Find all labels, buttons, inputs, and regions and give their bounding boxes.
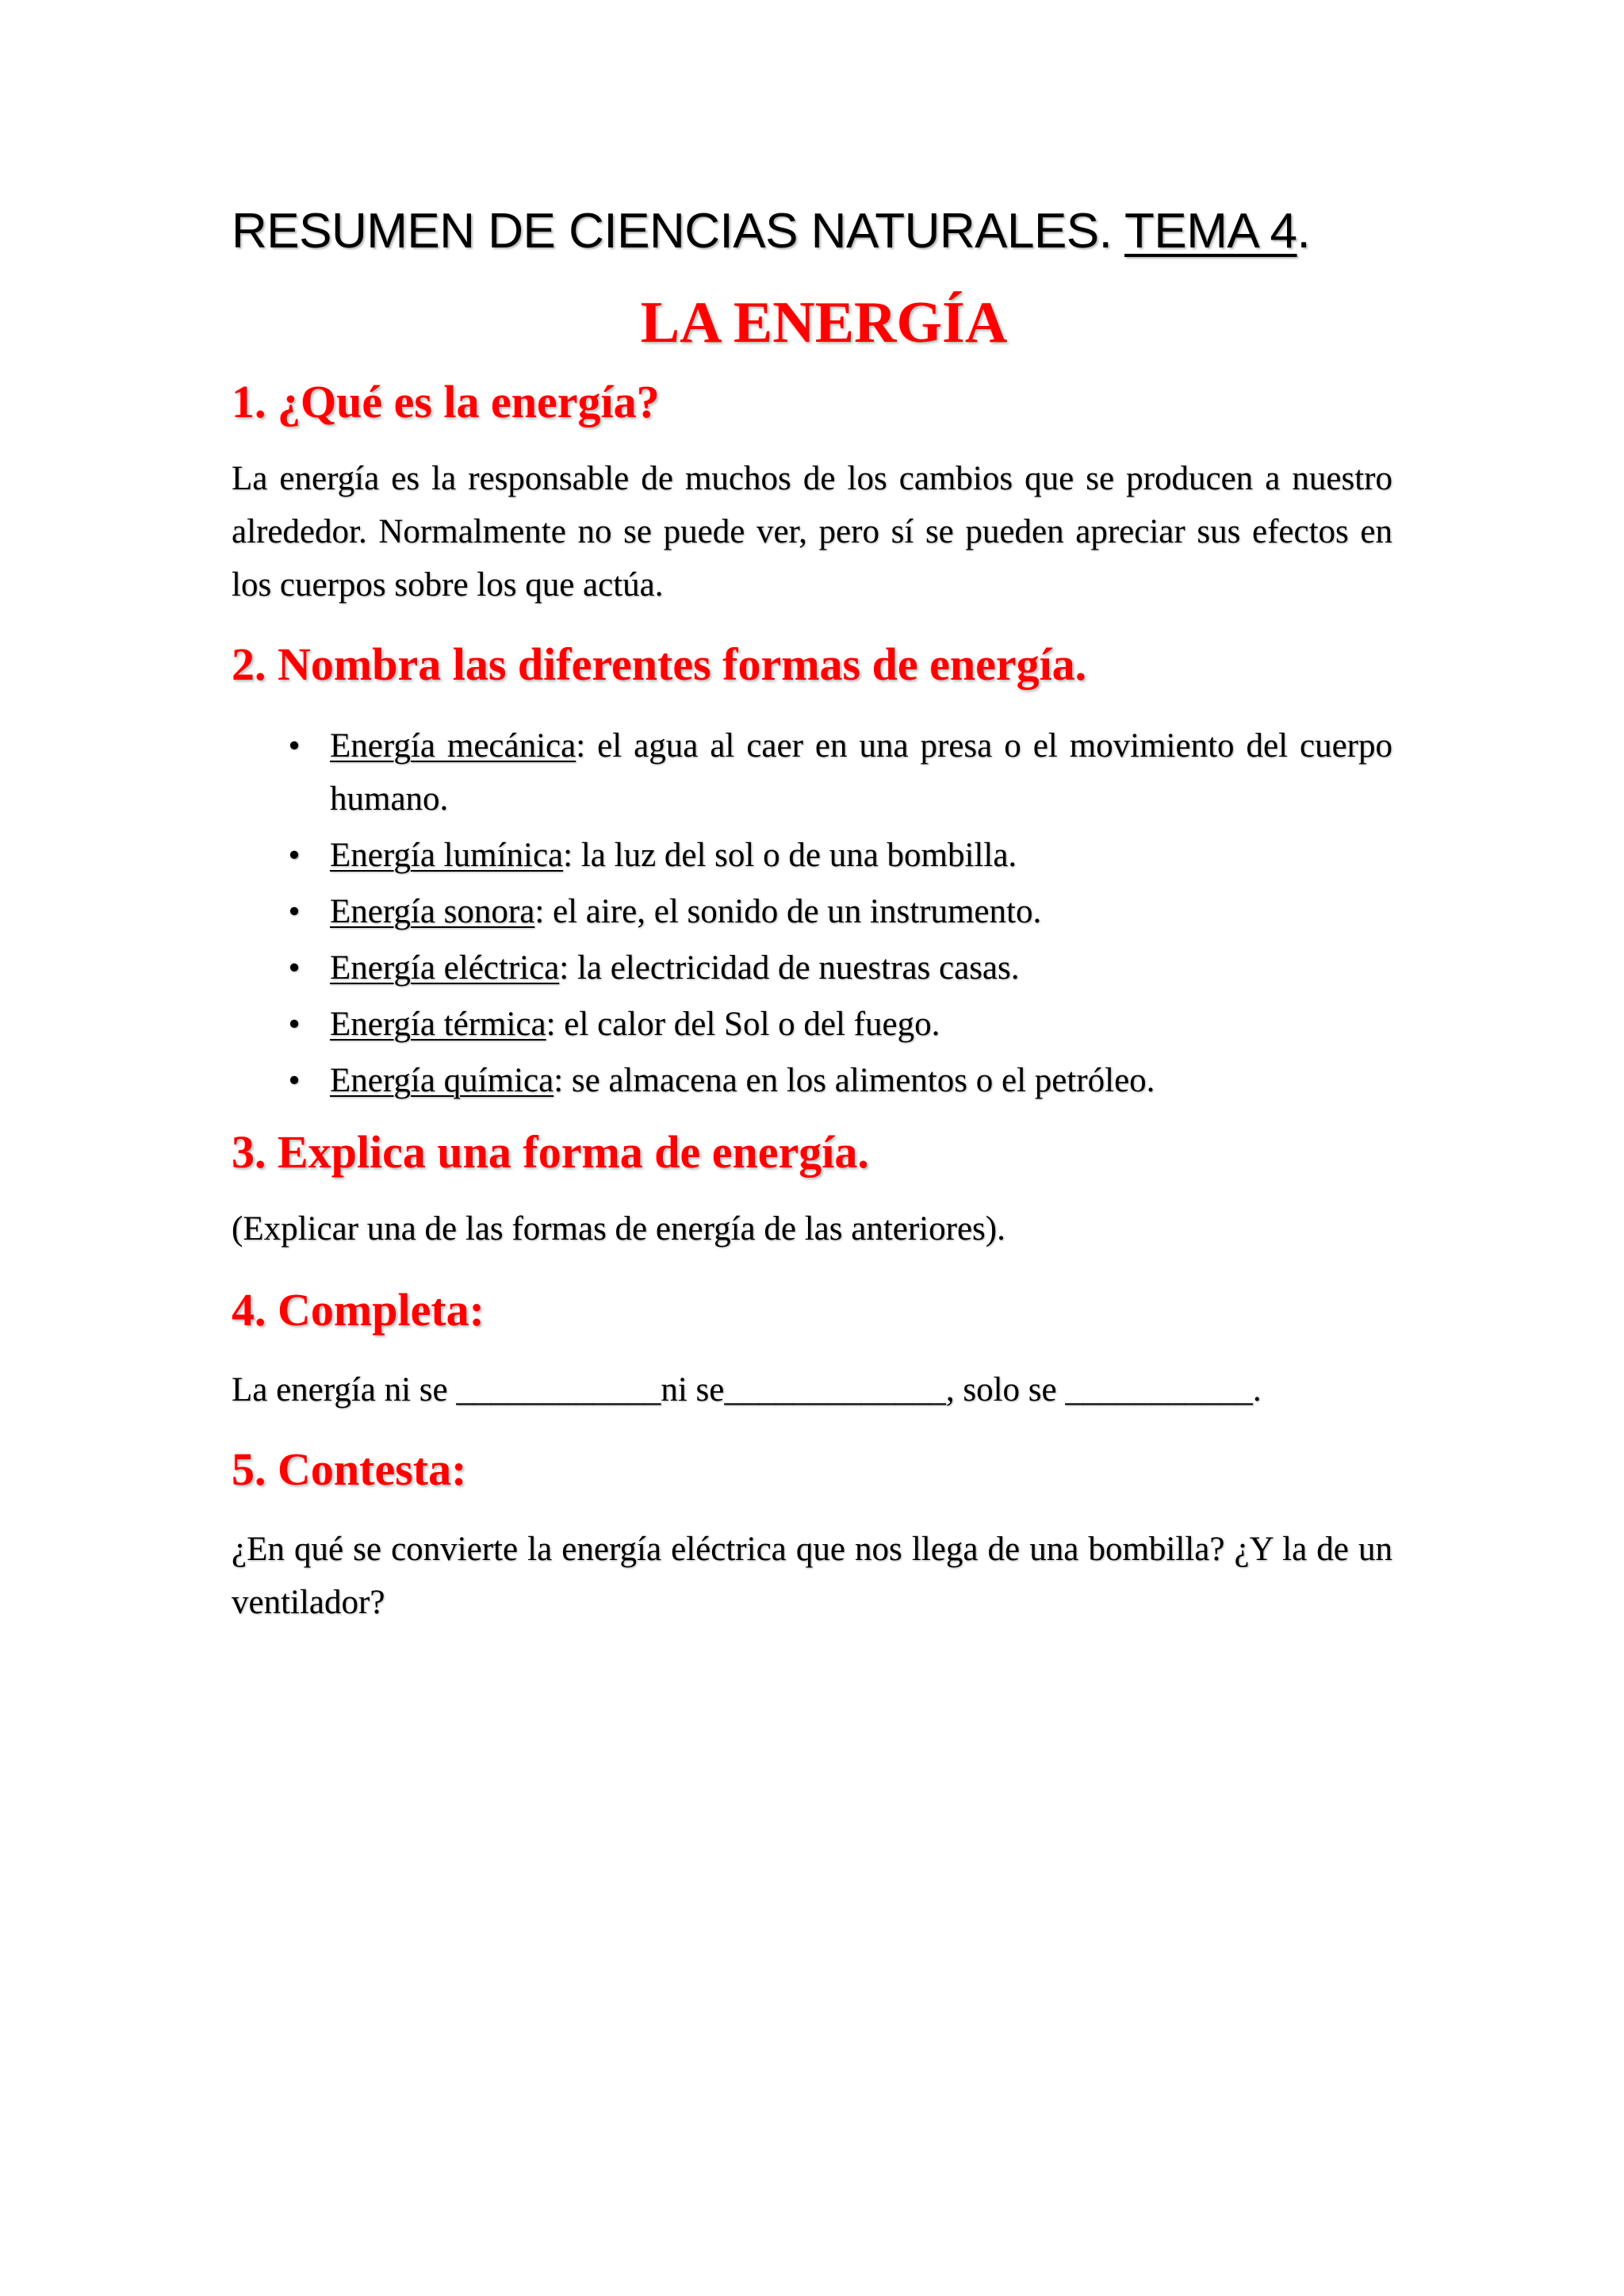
energy-description: : el calor del Sol o del fuego.: [546, 1006, 940, 1043]
list-item: [232, 998, 1392, 1051]
list-item: [232, 719, 1392, 826]
bullet-icon: •: [288, 1006, 301, 1043]
energy-forms-list: [232, 719, 1392, 1107]
section-heading-3: 3. Explica una forma de energía.: [232, 1126, 869, 1178]
bullet-icon: •: [288, 727, 301, 765]
document-content: [232, 200, 1392, 1629]
bullet-icon: •: [288, 837, 301, 874]
bullet-icon: •: [288, 893, 301, 930]
energy-description: : el agua al caer en una presa o el movimiento del cuerpo humano.: [330, 727, 1393, 818]
energy-term: Energía eléctrica: [330, 949, 560, 987]
list-item: [232, 941, 1392, 995]
section-heading-5: 5. Contesta:: [232, 1443, 467, 1495]
energy-term: Energía mecánica: [330, 727, 576, 765]
list-item: [232, 885, 1392, 938]
list-item: [232, 1054, 1392, 1107]
header-title-topic: TEMA 4: [1124, 204, 1297, 259]
header-title-prefix: RESUMEN DE CIENCIAS NATURALES.: [232, 204, 1124, 259]
energy-term: Energía química: [330, 1062, 554, 1099]
header-title-suffix: .: [1297, 204, 1311, 259]
section-text-1: La energía es la responsable de muchos de los cambios que se producen a nuestro alrededor. Normalmente no se puede ver, pero sí se pueden apreciar sus efectos en los cuerpos sobre los que actúa.: [232, 460, 1392, 604]
section-text-3: (Explicar una de las formas de energía de las anteriores).: [232, 1210, 1005, 1248]
bullet-icon: •: [288, 949, 301, 987]
energy-description: : se almacena en los alimentos o el petróleo.: [553, 1062, 1155, 1099]
energy-term: Energía térmica: [330, 1006, 546, 1043]
section-text-5: ¿En qué se convierte la energía eléctrica que nos llega de una bombilla? ¿Y la de un ventilador?: [232, 1531, 1392, 1621]
energy-description: : la electricidad de nuestras casas.: [559, 949, 1020, 987]
section-heading-4: 4. Completa:: [232, 1284, 485, 1336]
section-heading-1: 1. ¿Qué es la energía?: [232, 376, 660, 427]
document-header: [232, 200, 1392, 263]
list-item: [232, 829, 1392, 882]
bullet-icon: •: [288, 1062, 301, 1099]
section-heading-2: 2. Nombra las diferentes formas de energía.: [232, 638, 1087, 690]
energy-description: : el aire, el sonido de un instrumento.: [534, 893, 1042, 930]
fill-in-blank-sentence: La energía ni se ____________ni se_____________, solo se ___________.: [232, 1371, 1262, 1409]
main-title: LA ENERGÍA: [640, 290, 1008, 355]
energy-term: Energía sonora: [330, 893, 535, 930]
energy-term: Energía lumínica: [330, 837, 564, 874]
energy-description: : la luz del sol o de una bombilla.: [563, 837, 1017, 874]
